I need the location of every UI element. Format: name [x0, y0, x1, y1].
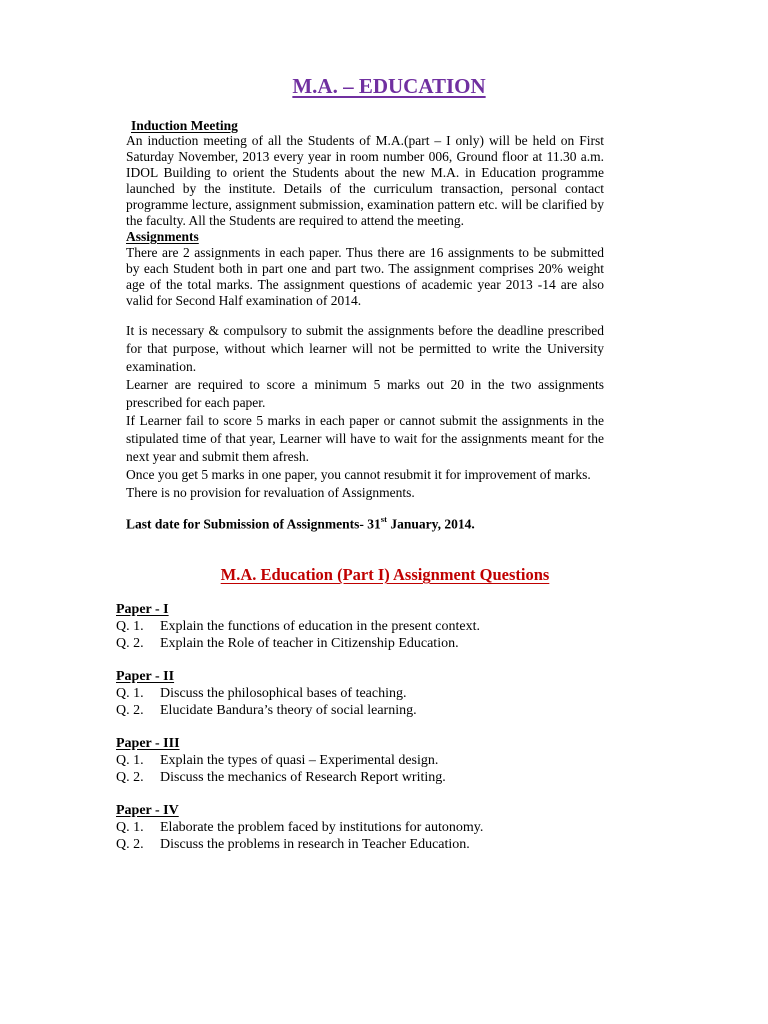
paper-title: Paper - II — [116, 669, 175, 684]
question-number: Q. 2. — [116, 837, 144, 852]
question-number: Q. 1. — [116, 686, 144, 701]
question-item — [116, 836, 676, 853]
paper-title: Paper - III — [116, 736, 180, 751]
question-item — [116, 685, 676, 702]
question-number: Q. 2. — [116, 770, 144, 785]
question-item — [116, 769, 676, 786]
assignments-paragraph — [126, 245, 604, 309]
rule-item: There is no provision for revaluation of Assignments. — [126, 485, 415, 500]
rule-item: Once you get 5 marks in one paper, you cannot resubmit it for improvement of marks. — [126, 467, 591, 482]
paper-title: Paper - IV — [116, 803, 179, 818]
last-date-suffix: January, 2014. — [386, 516, 475, 532]
induction-heading: Induction Meeting — [131, 118, 238, 133]
question-item — [116, 819, 676, 836]
question-text: Explain the functions of education in the present context. — [160, 619, 480, 634]
last-date-prefix: Last date for Submission of Assignments- 31 — [126, 516, 381, 532]
question-text: Discuss the mechanics of Research Report writing. — [160, 770, 446, 785]
question-text: Discuss the philosophical bases of teaching. — [160, 686, 407, 701]
assignment-rules — [126, 322, 604, 502]
question-number: Q. 2. — [116, 636, 144, 651]
question-text: Explain the Role of teacher in Citizenship Education. — [160, 636, 459, 651]
paper-title: Paper - I — [116, 602, 169, 617]
rule-item: It is necessary & compulsory to submit the assignments before the deadline prescribed for that purpose, without which learner will not be permitted to write the University examination. — [126, 323, 604, 374]
paper-1 — [116, 601, 676, 652]
question-text: Discuss the problems in research in Teacher Education. — [160, 837, 470, 852]
question-item — [116, 702, 676, 719]
question-number: Q. 1. — [116, 820, 144, 835]
rule-item: Learner are required to score a minimum 5 marks out 20 in the two assignments prescribed for each paper. — [126, 377, 604, 410]
paper-3 — [116, 735, 676, 786]
paper-2 — [116, 668, 676, 719]
question-text: Elucidate Bandura’s theory of social learning. — [160, 703, 417, 718]
question-number: Q. 1. — [116, 619, 144, 634]
assignments-heading: Assignments — [126, 229, 199, 244]
page-title: M.A. – EDUCATION — [292, 74, 486, 98]
rule-item: If Learner fail to score 5 marks in each paper or cannot submit the assignments in the stipulated time of that year, Learner will have to wait for the assignments meant for the next year and submit them afresh. — [126, 413, 604, 464]
question-text: Explain the types of quasi – Experimental design. — [160, 753, 439, 768]
induction-paragraph — [126, 133, 604, 229]
last-date-sup: st — [380, 514, 387, 524]
question-item — [116, 618, 676, 635]
question-text: Elaborate the problem faced by institutions for autonomy. — [160, 820, 484, 835]
question-number: Q. 2. — [116, 703, 144, 718]
questions-title: M.A. Education (Part I) Assignment Questions — [220, 565, 550, 584]
question-item — [116, 635, 676, 652]
assignments-text: There are 2 assignments in each paper. Thus there are 16 assignments to be submitted by each Student both in part one and part two. The assignment comprises 20% weight age of the total marks. The assignment questions of academic year 2013 -14 are also valid for Second Half examination of 2014. — [126, 245, 604, 308]
paper-4 — [116, 802, 676, 853]
question-number: Q. 1. — [116, 753, 144, 768]
induction-text: An induction meeting of all the Students of M.A.(part – I only) will be held on First Saturday November, 2013 every year in room number 006, Ground floor at 11.30 a.m. IDOL Building to orient the Students about the new M.A. in Education programme launched by the institute. Details of the curriculum transaction, personal contact programme lecture, assignment submission, examination pattern etc. will be clarified by the faculty. All the Students are required to attend the meeting. — [126, 133, 604, 228]
last-date-notice — [126, 515, 475, 533]
question-item — [116, 752, 676, 769]
